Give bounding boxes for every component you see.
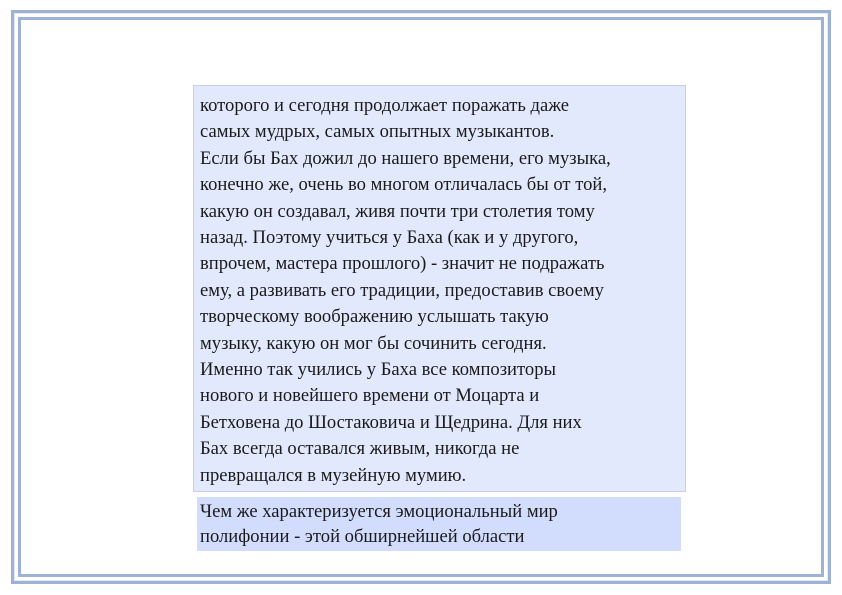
main-text-line: творческому воображению услышать такую <box>200 306 549 328</box>
main-text-line: музыку, какую он мог бы сочинить сегодня. <box>200 332 547 354</box>
main-text-line: которого и сегодня продолжает поражать даже <box>200 95 570 116</box>
main-text-line: превращался в музейную мумию. <box>200 464 467 486</box>
main-text-line: нового и новейшего времени от Моцарта и <box>200 385 540 407</box>
main-text-line: конечно же, очень во многом отличалась бы от той, <box>200 174 607 196</box>
main-text-line: Бетховена до Шостаковича и Щедрина. Для них <box>200 411 582 433</box>
question-text-line: Чем же характеризуется эмоциональный мир <box>200 501 558 522</box>
main-text-box <box>193 85 686 492</box>
main-text-line: назад. Поэтому учиться у Баха (как и у другого, <box>200 227 579 249</box>
main-text-line: впрочем, мастера прошлого) - значит не подражать <box>200 253 605 275</box>
main-text-line: Бах всегда оставался живым, никогда не <box>200 438 520 460</box>
main-text-line: какую он создавал, живя почти три столетия тому <box>200 200 595 222</box>
main-text-line: Именно так учились у Баха все композиторы <box>200 359 556 381</box>
question-text-line: полифонии - этой обширнейшей области <box>200 526 525 547</box>
main-text-line: Если бы Бах дожил до нашего времени, его музыка, <box>200 147 611 169</box>
main-text-line: ему, а развивать его традиции, предоставив своему <box>200 279 604 301</box>
main-text-line: самых мудрых, самых опытных музыкантов. <box>200 121 555 143</box>
question-text-box <box>197 497 681 551</box>
